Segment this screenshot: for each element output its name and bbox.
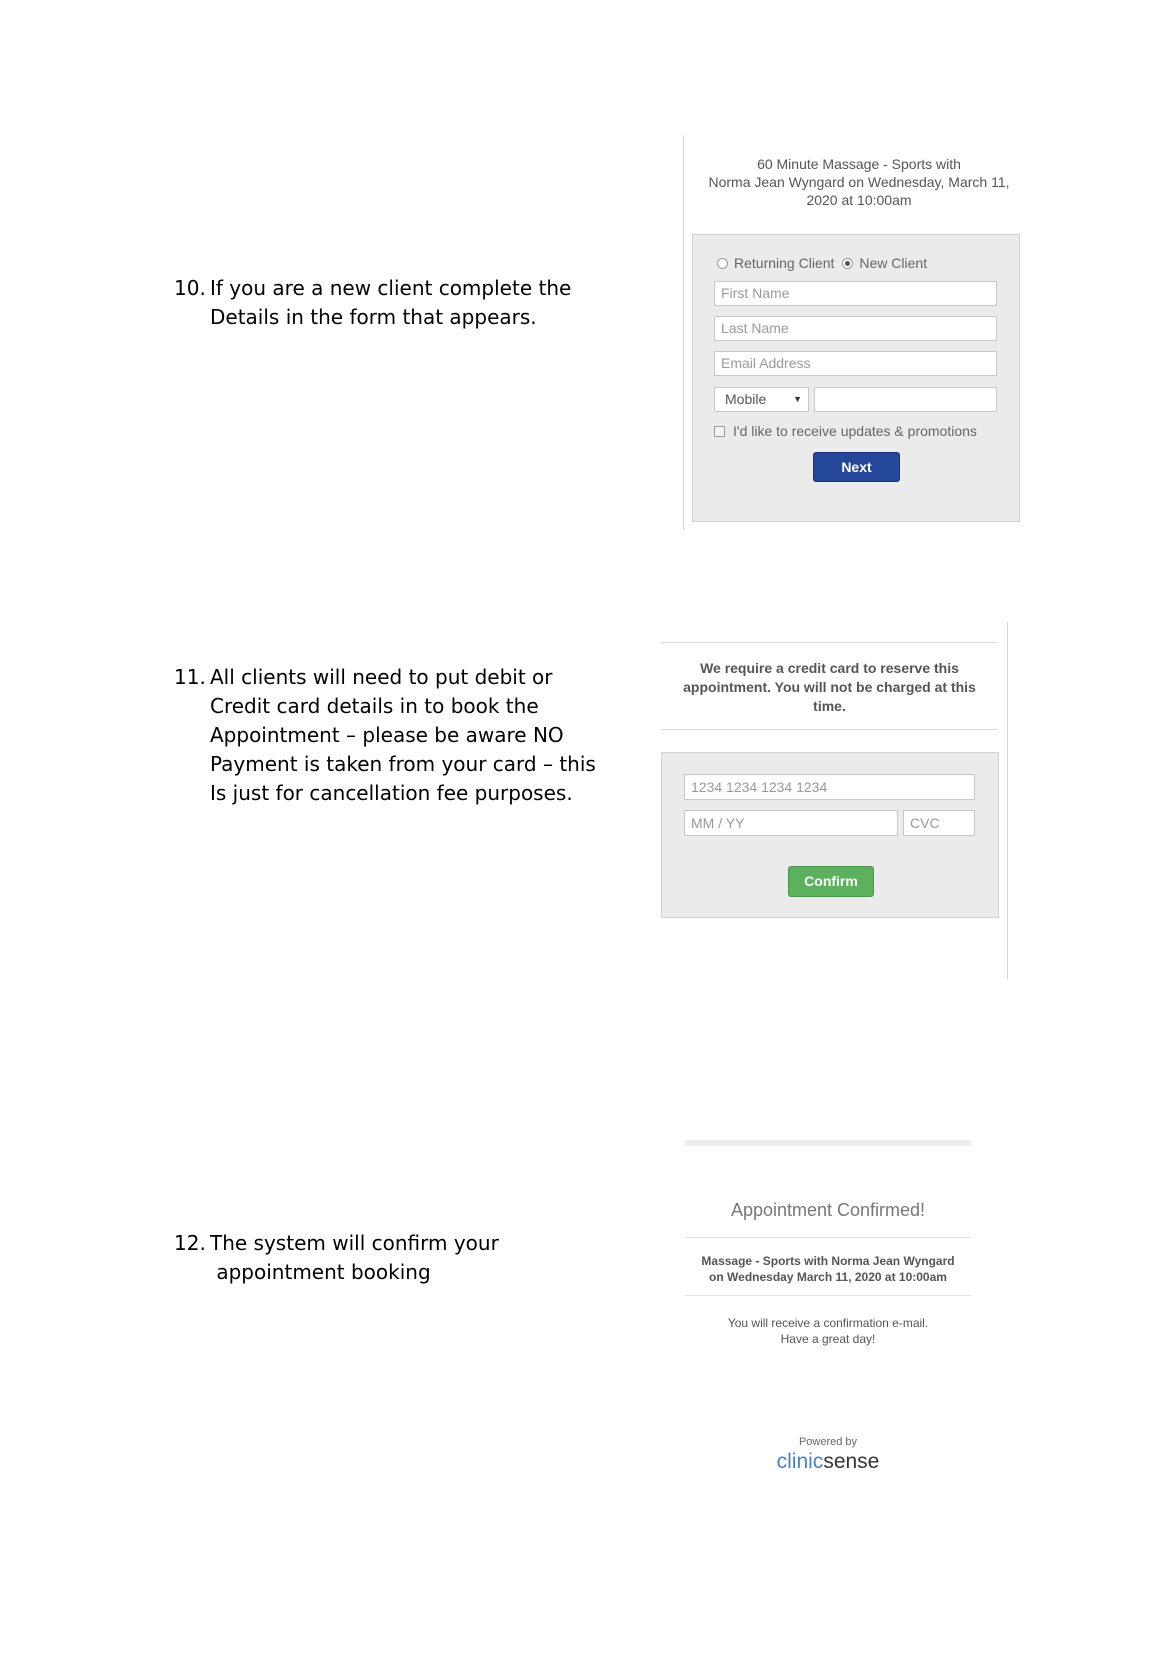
divider	[685, 1237, 971, 1238]
notice-line: time.	[813, 698, 846, 714]
email-field[interactable]: Email Address	[714, 351, 997, 376]
step-10	[174, 274, 571, 332]
client-details-form	[692, 234, 1020, 522]
step-12	[174, 1229, 499, 1287]
step-text-line: Payment is taken from your card – this	[210, 752, 596, 776]
next-button[interactable]: Next	[813, 452, 900, 482]
heading-line: 60 Minute Massage - Sports with	[757, 156, 961, 172]
step-text-line: Is just for cancellation fee purposes.	[210, 781, 573, 805]
divider	[661, 729, 998, 730]
message-line: Have a great day!	[780, 1332, 876, 1346]
divider	[685, 1140, 971, 1146]
logo-clinic-text: clinic	[776, 1450, 824, 1473]
notice-line: We require a credit card to reserve this	[700, 660, 959, 676]
card-number-field[interactable]: 1234 1234 1234 1234	[684, 774, 975, 800]
divider	[661, 642, 998, 643]
logo-sense-text: sense	[823, 1450, 880, 1473]
expiry-field[interactable]: MM / YY	[684, 810, 898, 836]
card-notice	[671, 659, 988, 716]
phone-number-field[interactable]	[814, 387, 997, 412]
new-client-label: New Client	[859, 255, 928, 271]
phone-type-value: Mobile	[725, 391, 767, 407]
promotions-checkbox[interactable]	[714, 426, 725, 437]
card-form-screenshot	[661, 622, 1008, 979]
appointment-heading	[694, 155, 1024, 209]
divider	[1007, 622, 1008, 979]
dropdown-arrow-icon: ▼	[793, 394, 802, 404]
confirmation-screenshot	[685, 1140, 971, 1480]
clinicsense-logo[interactable]	[685, 1450, 971, 1474]
notice-line: appointment. You will not be charged at this	[683, 679, 976, 695]
step-text-line: Appointment – please be aware NO	[210, 723, 564, 747]
confirmation-title: Appointment Confirmed!	[730, 1200, 926, 1220]
step-text-line: Credit card details in to book the	[210, 694, 539, 718]
first-name-field[interactable]: First Name	[714, 281, 997, 306]
step-11	[174, 663, 596, 808]
cvc-field[interactable]: CVC	[903, 810, 975, 836]
card-details-box	[661, 752, 999, 918]
divider	[685, 1295, 971, 1296]
returning-client-label: Returning Client	[734, 255, 835, 271]
powered-by-label: Powered by	[798, 1436, 858, 1448]
promotions-row	[714, 423, 977, 439]
promotions-label: I'd like to receive updates & promotions	[733, 423, 977, 439]
phone-type-select[interactable]	[714, 387, 809, 412]
step-text-line: The system will confirm your	[210, 1231, 499, 1255]
heading-line: 2020 at 10:00am	[806, 192, 912, 208]
step-number: 10.	[174, 276, 206, 300]
booking-form-screenshot	[683, 135, 1024, 530]
confirmation-message	[685, 1315, 971, 1347]
heading-line: Norma Jean Wyngard on Wednesday, March 11,	[708, 174, 1010, 190]
summary-line: on Wednesday March 11, 2020 at 10:00am	[709, 1270, 947, 1284]
step-text-line: appointment booking	[210, 1260, 431, 1284]
last-name-field[interactable]: Last Name	[714, 316, 997, 341]
step-number: 11.	[174, 665, 206, 689]
client-type-radios	[717, 255, 935, 271]
summary-line: Massage - Sports with Norma Jean Wyngard	[701, 1254, 955, 1268]
returning-client-radio[interactable]	[717, 258, 728, 269]
message-line: You will receive a confirmation e-mail.	[727, 1316, 929, 1330]
step-number: 12.	[174, 1231, 206, 1255]
confirm-button[interactable]: Confirm	[788, 866, 874, 897]
step-text-line: All clients will need to put debit or	[210, 665, 553, 689]
step-text-line: Details in the form that appears.	[210, 305, 537, 329]
step-text-line: If you are a new client complete the	[210, 276, 572, 300]
appointment-summary	[685, 1253, 971, 1285]
new-client-radio[interactable]	[842, 258, 853, 269]
